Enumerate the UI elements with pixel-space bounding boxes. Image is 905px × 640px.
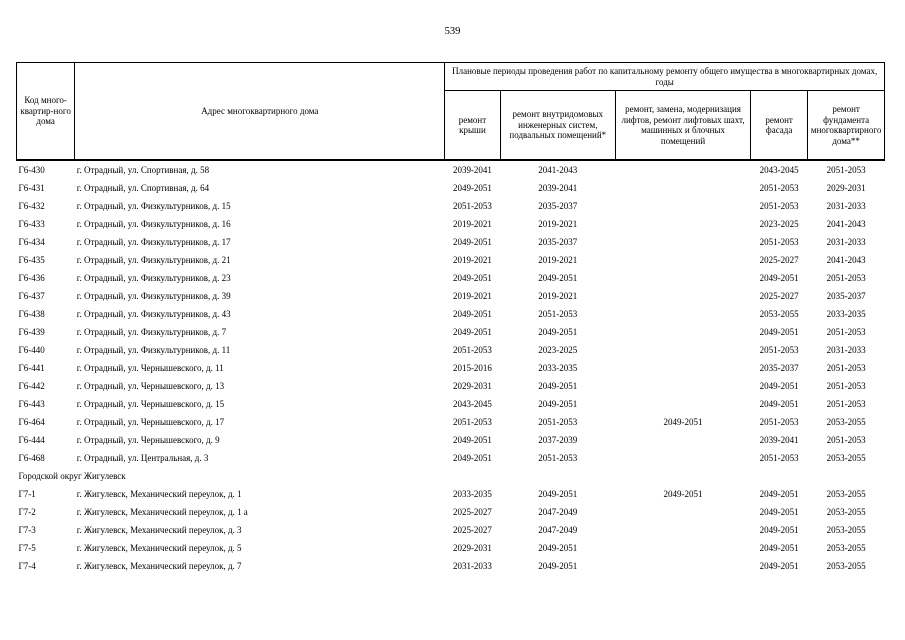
lift-period-cell: [616, 215, 751, 233]
lift-period-cell: [616, 503, 751, 521]
foundation-period-cell: 2035-2037: [826, 291, 866, 301]
table-row: [17, 413, 885, 431]
table-row: [17, 160, 885, 179]
roof-period-cell: 2039-2041: [452, 165, 492, 175]
lift-period-cell: [616, 269, 751, 287]
roof-period-cell: 2019-2021: [452, 291, 492, 301]
table-row: [17, 251, 885, 269]
foundation-period-cell: 2053-2055: [826, 453, 866, 463]
roof-period-cell: 2049-2051: [452, 435, 492, 445]
roof-period-cell: 2029-2031: [452, 381, 492, 391]
table-row: [17, 485, 885, 503]
engineering-period-cell: 2041-2043: [538, 165, 578, 175]
table-row: [17, 233, 885, 251]
lift-period-cell: [616, 251, 751, 269]
header-roof-repair: ремонт крыши: [445, 91, 500, 161]
facade-period-cell: 2039-2041: [759, 435, 799, 445]
lift-period-cell: [616, 233, 751, 251]
foundation-period-cell: 2031-2033: [826, 201, 866, 211]
lift-period-cell: [616, 431, 751, 449]
table-row: [17, 539, 885, 557]
address-cell: г. Отрадный, ул. Физкультурников, д. 11: [76, 345, 231, 355]
table-row: [17, 341, 885, 359]
address-cell: г. Отрадный, ул. Физкультурников, д. 16: [76, 219, 231, 229]
roof-period-cell: 2025-2027: [452, 525, 492, 535]
address-cell: г. Отрадный, ул. Спортивная, д. 64: [76, 183, 210, 193]
table-row: [17, 287, 885, 305]
building-code-cell: Г7-5: [18, 543, 36, 553]
facade-period-cell: 2049-2051: [759, 381, 799, 391]
table-body: [17, 160, 885, 575]
lift-period-cell: [616, 287, 751, 305]
facade-period-cell: 2051-2053: [759, 345, 799, 355]
lift-period-cell: [616, 521, 751, 539]
lift-period-cell: [616, 395, 751, 413]
facade-period-cell: 2049-2051: [759, 489, 799, 499]
foundation-period-cell: 2029-2031: [826, 183, 866, 193]
address-cell: г. Жигулевск, Механический переулок, д. 5: [76, 543, 242, 553]
engineering-period-cell: 2047-2049: [538, 507, 578, 517]
roof-period-cell: 2049-2051: [452, 183, 492, 193]
facade-period-cell: 2051-2053: [759, 453, 799, 463]
engineering-period-cell: 2049-2051: [538, 543, 578, 553]
roof-period-cell: 2049-2051: [452, 273, 492, 283]
foundation-period-cell: 2041-2043: [826, 219, 866, 229]
building-code-cell: Г6-436: [18, 273, 45, 283]
lift-period-cell: [616, 557, 751, 575]
section-title: Городской округ Жигулевск: [18, 471, 126, 481]
address-cell: г. Отрадный, ул. Физкультурников, д. 43: [76, 309, 231, 319]
engineering-period-cell: 2019-2021: [538, 291, 578, 301]
foundation-period-cell: 2053-2055: [826, 489, 866, 499]
foundation-period-cell: 2033-2035: [826, 309, 866, 319]
address-cell: г. Отрадный, ул. Физкультурников, д. 17: [76, 237, 231, 247]
header-address: Адрес многоквартирного дома: [75, 63, 445, 161]
building-code-cell: Г6-444: [18, 435, 45, 445]
address-cell: г. Отрадный, ул. Физкультурников, д. 39: [76, 291, 231, 301]
engineering-period-cell: 2051-2053: [538, 417, 578, 427]
facade-period-cell: 2049-2051: [759, 561, 799, 571]
facade-period-cell: 2051-2053: [759, 183, 799, 193]
building-code-cell: Г7-4: [18, 561, 36, 571]
foundation-period-cell: 2031-2033: [826, 237, 866, 247]
foundation-period-cell: 2051-2053: [826, 363, 866, 373]
building-code-cell: Г6-433: [18, 219, 45, 229]
table-row: [17, 197, 885, 215]
facade-period-cell: 2051-2053: [759, 237, 799, 247]
building-code-cell: Г6-468: [18, 453, 45, 463]
engineering-period-cell: 2049-2051: [538, 399, 578, 409]
engineering-period-cell: 2049-2051: [538, 381, 578, 391]
engineering-period-cell: 2023-2025: [538, 345, 578, 355]
roof-period-cell: 2019-2021: [452, 219, 492, 229]
table-row: [17, 557, 885, 575]
foundation-period-cell: 2053-2055: [826, 543, 866, 553]
lift-period-cell: 2049-2051: [663, 489, 703, 499]
header-planned-periods: Плановые периоды проведения работ по капитальному ремонту общего имущества в многоквартирных домах, годы: [445, 63, 885, 91]
engineering-period-cell: 2051-2053: [538, 453, 578, 463]
foundation-period-cell: 2053-2055: [826, 525, 866, 535]
foundation-period-cell: 2051-2053: [826, 273, 866, 283]
lift-period-cell: [616, 305, 751, 323]
lift-period-cell: [616, 160, 751, 179]
building-code-cell: Г6-430: [18, 165, 45, 175]
foundation-period-cell: 2031-2033: [826, 345, 866, 355]
roof-period-cell: 2025-2027: [452, 507, 492, 517]
facade-period-cell: 2053-2055: [759, 309, 799, 319]
building-code-cell: Г6-443: [18, 399, 45, 409]
roof-period-cell: 2049-2051: [452, 237, 492, 247]
facade-period-cell: 2051-2053: [759, 201, 799, 211]
building-code-cell: Г6-464: [18, 417, 45, 427]
address-cell: г. Отрадный, ул. Центральная, д. 3: [76, 453, 209, 463]
engineering-period-cell: 2051-2053: [538, 309, 578, 319]
facade-period-cell: 2049-2051: [759, 507, 799, 517]
lift-period-cell: [616, 539, 751, 557]
building-code-cell: Г6-439: [18, 327, 45, 337]
foundation-period-cell: 2051-2053: [826, 435, 866, 445]
table-row: [17, 323, 885, 341]
address-cell: г. Жигулевск, Механический переулок, д. 3: [76, 525, 242, 535]
facade-period-cell: 2043-2045: [759, 165, 799, 175]
address-cell: г. Жигулевск, Механический переулок, д. 1 а: [76, 507, 248, 517]
facade-period-cell: 2025-2027: [759, 255, 799, 265]
roof-period-cell: 2049-2051: [452, 309, 492, 319]
building-code-cell: Г6-434: [18, 237, 45, 247]
foundation-period-cell: 2053-2055: [826, 561, 866, 571]
building-code-cell: Г6-441: [18, 363, 45, 373]
facade-period-cell: 2025-2027: [759, 291, 799, 301]
building-code-cell: Г6-442: [18, 381, 45, 391]
address-cell: г. Отрадный, ул. Физкультурников, д. 21: [76, 255, 231, 265]
engineering-period-cell: 2049-2051: [538, 327, 578, 337]
lift-period-cell: [616, 377, 751, 395]
roof-period-cell: 2015-2016: [452, 363, 492, 373]
engineering-period-cell: 2033-2035: [538, 363, 578, 373]
building-code-cell: Г7-3: [18, 525, 36, 535]
foundation-period-cell: 2051-2053: [826, 381, 866, 391]
roof-period-cell: 2049-2051: [452, 453, 492, 463]
table-row: [17, 359, 885, 377]
header-engineering-repair: ремонт внутридомовых инженерных систем, подвальных помещений*: [500, 91, 616, 161]
building-code-cell: Г6-432: [18, 201, 45, 211]
table-row: [17, 449, 885, 467]
address-cell: г. Жигулевск, Механический переулок, д. 7: [76, 561, 242, 571]
building-code-cell: Г6-440: [18, 345, 45, 355]
facade-period-cell: 2035-2037: [759, 363, 799, 373]
building-code-cell: Г6-431: [18, 183, 45, 193]
facade-period-cell: 2049-2051: [759, 273, 799, 283]
table-row: [17, 431, 885, 449]
building-code-cell: Г7-2: [18, 507, 36, 517]
table-row: [17, 269, 885, 287]
address-cell: г. Отрадный, ул. Чернышевского, д. 13: [76, 381, 225, 391]
roof-period-cell: 2033-2035: [452, 489, 492, 499]
lift-period-cell: [616, 323, 751, 341]
table-row: [17, 377, 885, 395]
address-cell: г. Отрадный, ул. Чернышевского, д. 9: [76, 435, 220, 445]
table-row: [17, 179, 885, 197]
building-code-cell: Г7-1: [18, 489, 36, 499]
address-cell: г. Отрадный, ул. Физкультурников, д. 15: [76, 201, 231, 211]
table-row: [17, 521, 885, 539]
lift-period-cell: [616, 197, 751, 215]
lift-period-cell: [616, 179, 751, 197]
foundation-period-cell: 2053-2055: [826, 507, 866, 517]
building-code-cell: Г6-435: [18, 255, 45, 265]
address-cell: г. Отрадный, ул. Физкультурников, д. 23: [76, 273, 231, 283]
page-number: 539: [444, 26, 461, 37]
lift-period-cell: 2049-2051: [663, 417, 703, 427]
lift-period-cell: [616, 449, 751, 467]
engineering-period-cell: 2019-2021: [538, 255, 578, 265]
header-building-code: Код много-квартир-ного дома: [17, 63, 75, 161]
roof-period-cell: 2051-2053: [452, 201, 492, 211]
facade-period-cell: 2051-2053: [759, 417, 799, 427]
address-cell: г. Отрадный, ул. Чернышевского, д. 17: [76, 417, 225, 427]
facade-period-cell: 2049-2051: [759, 399, 799, 409]
repair-schedule-table: [16, 62, 885, 575]
engineering-period-cell: 2035-2037: [538, 237, 578, 247]
engineering-period-cell: 2039-2041: [538, 183, 578, 193]
address-cell: г. Жигулевск, Механический переулок, д. 1: [76, 489, 242, 499]
engineering-period-cell: 2049-2051: [538, 273, 578, 283]
engineering-period-cell: 2049-2051: [538, 561, 578, 571]
facade-period-cell: 2049-2051: [759, 543, 799, 553]
roof-period-cell: 2031-2033: [452, 561, 492, 571]
foundation-period-cell: 2053-2055: [826, 417, 866, 427]
table-row: [17, 215, 885, 233]
address-cell: г. Отрадный, ул. Чернышевского, д. 15: [76, 399, 225, 409]
foundation-period-cell: 2051-2053: [826, 399, 866, 409]
engineering-period-cell: 2037-2039: [538, 435, 578, 445]
foundation-period-cell: 2051-2053: [826, 327, 866, 337]
engineering-period-cell: 2035-2037: [538, 201, 578, 211]
table-row: [17, 395, 885, 413]
address-cell: г. Отрадный, ул. Чернышевского, д. 11: [76, 363, 224, 373]
engineering-period-cell: 2019-2021: [538, 219, 578, 229]
engineering-period-cell: 2047-2049: [538, 525, 578, 535]
building-code-cell: Г6-438: [18, 309, 45, 319]
roof-period-cell: 2019-2021: [452, 255, 492, 265]
foundation-period-cell: 2051-2053: [826, 165, 866, 175]
lift-period-cell: [616, 359, 751, 377]
roof-period-cell: 2051-2053: [452, 417, 492, 427]
address-cell: г. Отрадный, ул. Физкультурников, д. 7: [76, 327, 227, 337]
table-row: [17, 503, 885, 521]
roof-period-cell: 2051-2053: [452, 345, 492, 355]
lift-period-cell: [616, 341, 751, 359]
facade-period-cell: 2023-2025: [759, 219, 799, 229]
building-code-cell: Г6-437: [18, 291, 45, 301]
roof-period-cell: 2049-2051: [452, 327, 492, 337]
engineering-period-cell: 2049-2051: [538, 489, 578, 499]
header-foundation-repair: ремонт фундамента многоквартирного дома**: [808, 91, 885, 161]
table-row: [17, 305, 885, 323]
facade-period-cell: 2049-2051: [759, 525, 799, 535]
header-lift-repair: ремонт, замена, модернизация лифтов, ремонт лифтовых шахт, машинных и блочных помещений: [616, 91, 751, 161]
table-header: [17, 63, 885, 161]
facade-period-cell: 2049-2051: [759, 327, 799, 337]
roof-period-cell: 2029-2031: [452, 543, 492, 553]
foundation-period-cell: 2041-2043: [826, 255, 866, 265]
section-row: [17, 467, 885, 485]
roof-period-cell: 2043-2045: [452, 399, 492, 409]
address-cell: г. Отрадный, ул. Спортивная, д. 58: [76, 165, 210, 175]
header-facade-repair: ремонт фасада: [751, 91, 808, 161]
